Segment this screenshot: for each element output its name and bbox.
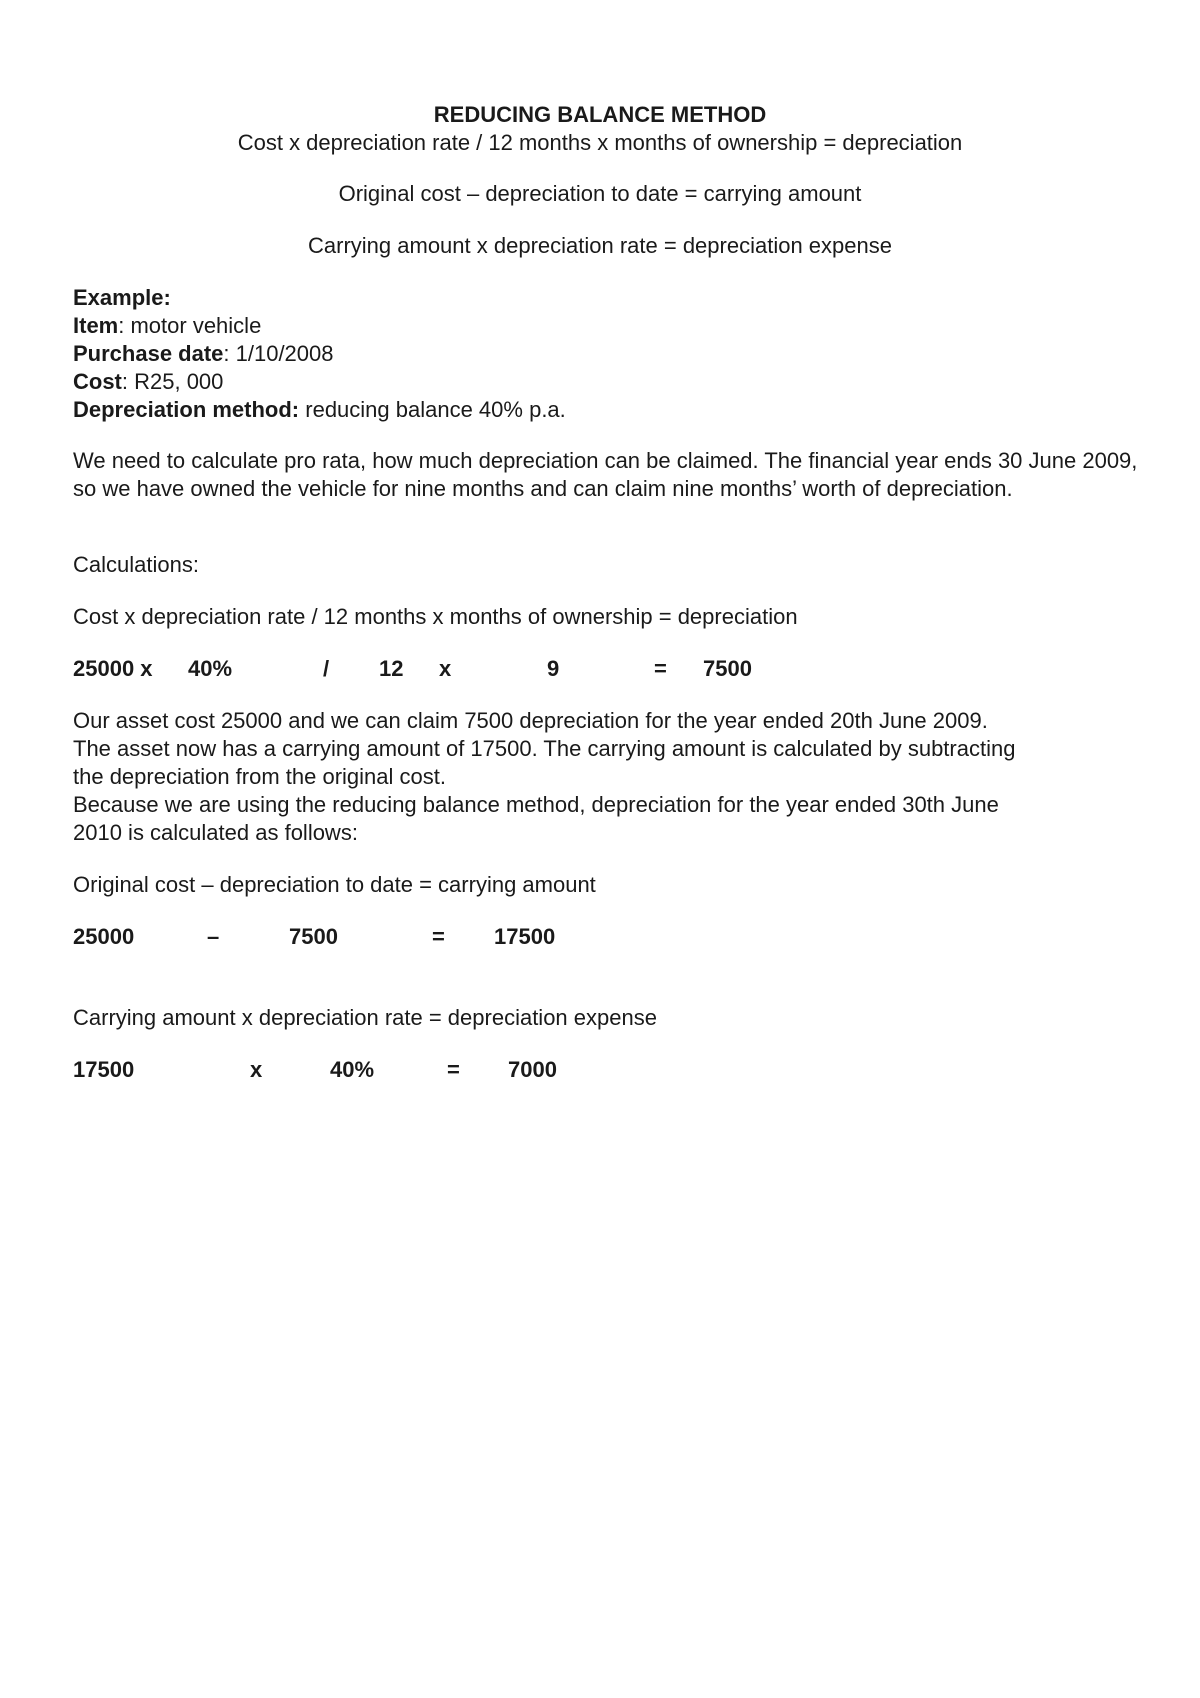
calc1-owned: 9 xyxy=(547,656,560,681)
paragraph-pro-rata xyxy=(73,447,1138,503)
example-item xyxy=(73,312,261,340)
example-cost xyxy=(73,368,223,396)
paragraph2-line5: 2010 is calculated as follows: xyxy=(73,820,358,845)
calc3-times: x xyxy=(250,1057,263,1082)
calc2-depreciation: 7500 xyxy=(289,924,338,949)
paragraph-pro-rata-text: We need to calculate pro rata, how much depreciation can be claimed. The financial year ends 30 June 2009, so we have owned the vehicle for nine months and can claim nine months’ worth of depreciation. xyxy=(73,448,1138,501)
calc1-times: x xyxy=(439,656,452,681)
formula-depreciation: Cost x depreciation rate / 12 months x months of ownership = depreciation xyxy=(237,130,963,155)
calc1-equals: = xyxy=(654,656,667,681)
calc2-cost: 25000 xyxy=(73,924,135,949)
paragraph2-line1: Our asset cost 25000 and we can claim 7500 depreciation for the year ended 20th June 2009. xyxy=(73,708,988,733)
example-purchase-date xyxy=(73,340,334,368)
method-label: Depreciation method: xyxy=(73,397,300,422)
paragraph2-line2: The asset now has a carrying amount of 17500. The carrying amount is calculated by subtracting xyxy=(73,736,1016,761)
cost-label: Cost xyxy=(73,369,122,394)
calc1-rate: 40% xyxy=(188,656,233,681)
example-heading: Example: xyxy=(73,285,171,310)
calc1-cost: 25000 x xyxy=(73,656,153,681)
calc3-result: 7000 xyxy=(508,1057,557,1082)
page-title: REDUCING BALANCE METHOD xyxy=(433,102,767,127)
method-value: reducing balance 40% p.a. xyxy=(299,397,566,422)
example-method xyxy=(73,396,566,424)
item-label: Item xyxy=(73,313,119,338)
paragraph2-line4: Because we are using the reducing balance method, depreciation for the year ended 30th June xyxy=(73,792,999,817)
calc2-equation xyxy=(0,923,1200,951)
calc2-result: 17500 xyxy=(494,924,556,949)
calc3-rate: 40% xyxy=(330,1057,375,1082)
calc3-equals: = xyxy=(447,1057,460,1082)
purchase-date-value: : 1/10/2008 xyxy=(223,341,334,366)
calc3-formula: Carrying amount x depreciation rate = depreciation expense xyxy=(73,1005,657,1030)
calc2-equals: = xyxy=(432,924,445,949)
purchase-date-label: Purchase date xyxy=(73,341,224,366)
calc1-divide: / xyxy=(323,656,330,681)
calc3-amount: 17500 xyxy=(73,1057,135,1082)
calc1-equation xyxy=(0,655,1200,683)
calc2-formula: Original cost – depreciation to date = carrying amount xyxy=(73,872,596,897)
calc1-months: 12 xyxy=(379,656,404,681)
formula-carrying-amount: Original cost – depreciation to date = carrying amount xyxy=(338,181,862,206)
item-value: : motor vehicle xyxy=(118,313,262,338)
formula-depreciation-expense: Carrying amount x depreciation rate = depreciation expense xyxy=(308,233,892,258)
paragraph2-line3: the depreciation from the original cost. xyxy=(73,764,446,789)
calc1-formula: Cost x depreciation rate / 12 months x months of ownership = depreciation xyxy=(73,604,798,629)
cost-value: : R25, 000 xyxy=(121,369,224,394)
calc2-minus: – xyxy=(207,924,220,949)
calculations-label: Calculations: xyxy=(73,552,199,577)
calc3-equation xyxy=(0,1056,1200,1084)
calc1-result: 7500 xyxy=(703,656,752,681)
